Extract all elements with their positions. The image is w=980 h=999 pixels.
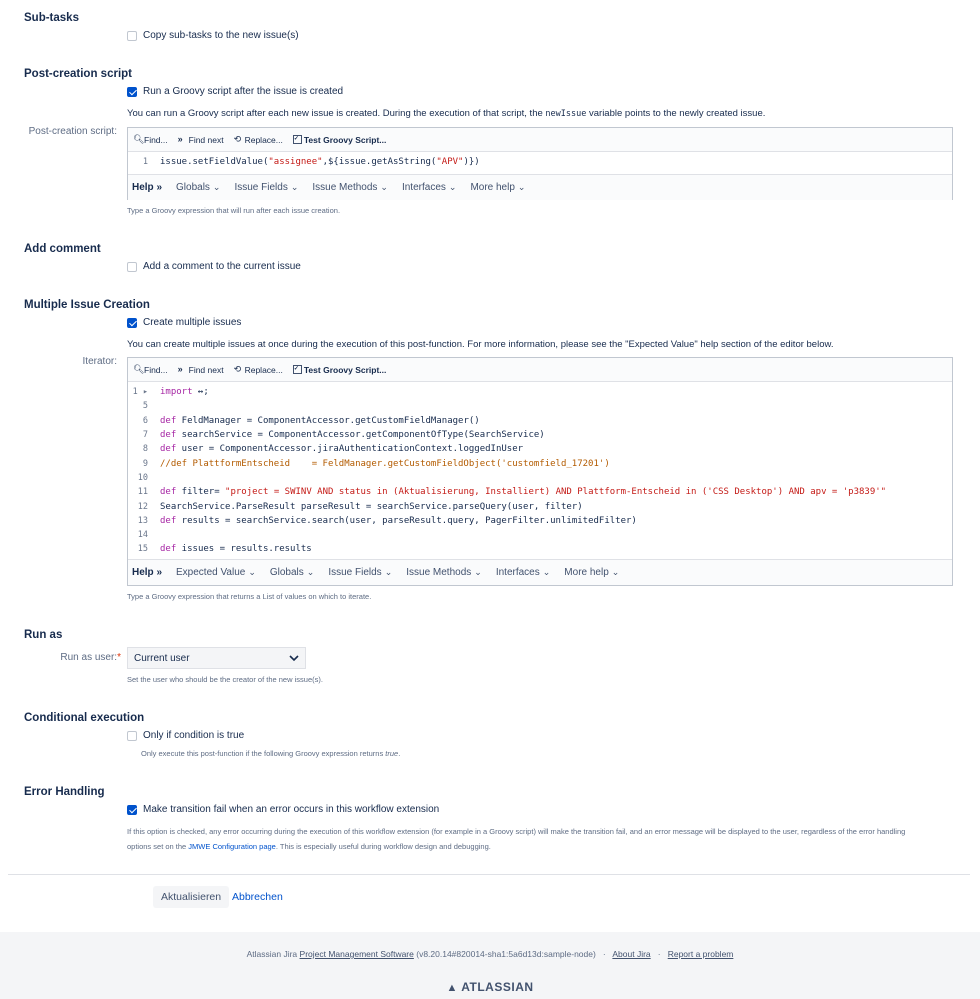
copy-subtasks-label: Copy sub-tasks to the new issue(s) [143, 30, 299, 41]
code-token: FeldManager = ComponentAccessor.getCustomFieldManager() [176, 415, 480, 426]
add-comment-checkbox[interactable] [127, 262, 137, 272]
line-number: 5 [142, 401, 148, 412]
line-number: 1 ▸ [132, 387, 148, 398]
error-fail-option[interactable] [127, 804, 439, 815]
chevron-down-icon: ⌄ [306, 567, 315, 577]
code-token: "APV" [436, 157, 464, 168]
double-chevron-icon: » [153, 182, 163, 193]
code-token: filter= [176, 487, 226, 498]
help-menu-globals[interactable]: Globals ⌄ [176, 182, 221, 193]
line-number: 9 [142, 458, 148, 469]
code-text [160, 444, 523, 454]
code-token: def [160, 415, 177, 426]
code-text [160, 516, 637, 526]
help-menu-issue-methods[interactable]: Issue Methods ⌄ [312, 182, 388, 193]
replace-button[interactable]: ⟲ Replace... [233, 134, 283, 145]
run-groovy-checkbox[interactable] [127, 87, 137, 97]
help-menu-issue-fields[interactable]: Issue Fields ⌄ [234, 182, 299, 193]
newissue-code: newIssue [545, 109, 587, 119]
code-text [160, 487, 886, 497]
code-token: "assignee" [268, 157, 323, 168]
create-multiple-option[interactable] [127, 317, 241, 328]
code-token: searchService = ComponentAccessor.getComponentOfType(SearchService) [176, 430, 545, 441]
help-menu-interfaces[interactable]: Interfaces ⌄ [401, 182, 457, 193]
line-number: 15 [137, 544, 148, 555]
post-creation-hint: Type a Groovy expression that will run after each issue creation. [127, 206, 341, 215]
chevron-down-icon: ⌄ [212, 182, 221, 192]
help-menu-interfaces[interactable]: Interfaces ⌄ [495, 567, 551, 578]
code-line [128, 514, 952, 528]
run-as-hint: Set the user who should be the creator of the new issue(s). [127, 675, 323, 684]
chevron-down-icon: ⌄ [542, 567, 551, 577]
code-token: def [160, 487, 177, 498]
code-token: issue.setFieldValue( [160, 157, 269, 168]
code-token: def [160, 444, 177, 455]
section-heading-post-creation: Post-creation script [24, 68, 132, 80]
chevron-down-icon: ⌄ [290, 182, 299, 192]
run-as-selected-value: Current user [134, 652, 190, 664]
code-token: def [160, 544, 177, 555]
code-token: ,${issue.getAsString( [322, 157, 437, 168]
chevron-down-icon: ⌄ [517, 182, 526, 192]
conditional-hint: Only execute this post-function if the following Groovy expression returns true. [141, 749, 401, 758]
section-heading-error-handling: Error Handling [24, 786, 105, 798]
code-text [160, 544, 312, 554]
chevron-down-icon: ⌄ [384, 567, 393, 577]
code-token: SearchService.ParseResult parseResult = searchService.parseQuery(user, filter) [160, 501, 583, 512]
search-icon: 🔍︎ [133, 134, 145, 144]
help-bar [128, 559, 952, 585]
add-comment-option[interactable] [127, 261, 301, 272]
cancel-link[interactable]: Abbrechen [232, 891, 283, 903]
line-number: 11 [137, 487, 148, 498]
code-area[interactable] [128, 152, 952, 174]
conditional-option[interactable] [127, 730, 244, 741]
code-area[interactable] [128, 382, 952, 559]
run-groovy-option[interactable] [127, 86, 343, 97]
iterator-field-label: Iterator: [82, 356, 117, 367]
run-as-user-select[interactable] [127, 647, 306, 669]
code-token: ↔; [192, 387, 209, 398]
double-chevron-icon: » [177, 134, 183, 144]
help-menu-issue-methods[interactable]: Issue Methods ⌄ [406, 567, 482, 578]
create-multiple-label: Create multiple issues [143, 317, 242, 328]
code-line [128, 485, 952, 499]
double-chevron-icon: » [177, 364, 183, 374]
create-multiple-checkbox[interactable] [127, 318, 137, 328]
iterator-editor[interactable] [127, 357, 953, 586]
code-line [128, 442, 952, 456]
chevron-down-icon: ⌄ [474, 567, 482, 577]
chevron-down-icon: ⌄ [448, 182, 457, 192]
code-text [160, 387, 209, 397]
error-fail-checkbox[interactable] [127, 805, 137, 815]
code-text [160, 157, 480, 167]
desc-text: You can run a Groovy script after each new issue is created. During the execution of that script, the [127, 108, 546, 119]
editor-toolbar [128, 358, 952, 382]
line-number: 10 [137, 472, 148, 483]
about-jira-link[interactable]: About Jira [612, 949, 651, 959]
multiple-description: You can create multiple issues at once during the execution of this post-function. For more information, please see the "Expected Value" help section of the editor below. [127, 339, 834, 350]
help-menu-expected-value[interactable]: Expected Value ⌄ [176, 567, 256, 578]
code-line [128, 414, 952, 428]
help-label[interactable]: Help » [132, 567, 163, 578]
test-groovy-button[interactable]: ✓ Test Groovy Script... [293, 134, 387, 145]
page-footer [0, 932, 980, 999]
help-menu-issue-fields[interactable]: Issue Fields ⌄ [328, 567, 393, 578]
search-icon: 🔍︎ [133, 364, 145, 374]
run-as-field-label: Run as user:* [60, 652, 121, 663]
code-text [160, 502, 583, 512]
test-script-icon: ✓ [293, 135, 302, 144]
post-creation-editor[interactable] [127, 127, 953, 200]
desc-text-end: variable points to the newly created issue. [586, 108, 766, 119]
form-divider [8, 874, 970, 875]
code-line [128, 456, 952, 470]
code-token: )}) [463, 157, 480, 168]
post-creation-field-label: Post-creation script: [28, 126, 117, 137]
line-number: 6 [142, 415, 148, 426]
project-management-link[interactable]: Project Management Software [299, 949, 414, 959]
update-button[interactable]: Aktualisieren [153, 886, 229, 908]
section-heading-conditional: Conditional execution [24, 712, 145, 724]
section-heading-add-comment: Add comment [24, 243, 101, 255]
code-token: def [160, 515, 177, 526]
double-chevron-icon: » [153, 567, 163, 578]
chevron-down-icon [289, 655, 299, 662]
help-menu-globals[interactable]: Globals ⌄ [269, 567, 315, 578]
code-token: results = searchService.search(user, parseResult.query, PagerFilter.unlimitedFilter) [176, 515, 637, 526]
replace-button[interactable]: ⟲ Replace... [233, 364, 283, 375]
code-token: issues = results.results [176, 544, 312, 555]
help-menu-more-help[interactable]: More help ⌄ [470, 182, 526, 193]
line-number: 1 [142, 157, 148, 168]
copy-subtasks-option[interactable] [127, 30, 299, 41]
iterator-hint: Type a Groovy expression that returns a List of values on which to iterate. [127, 592, 372, 601]
report-problem-link[interactable]: Report a problem [667, 949, 734, 959]
add-comment-label: Add a comment to the current issue [143, 261, 301, 272]
code-token: import [160, 387, 193, 398]
code-line [128, 428, 952, 442]
line-number: 13 [137, 515, 148, 526]
jmwe-config-link[interactable]: JMWE Configuration page [188, 842, 276, 851]
code-text [160, 430, 545, 440]
chevron-down-icon: ⌄ [248, 567, 256, 577]
code-text [160, 416, 480, 426]
section-heading-multiple: Multiple Issue Creation [24, 299, 150, 311]
help-bar [128, 174, 952, 200]
line-number: 8 [142, 444, 148, 455]
footer-text: Atlassian Jira Project Management Software (v8.20.14#820014-sha1:5a6d13d:sample-node) · About Jira · Report a problem [246, 949, 734, 959]
atlassian-triangle-icon: ▲ [446, 982, 458, 994]
chevron-down-icon: ⌄ [380, 182, 388, 192]
chevron-down-icon: ⌄ [611, 567, 620, 577]
test-script-icon: ✓ [293, 365, 302, 374]
find-button[interactable]: 🔍︎ Find... [133, 364, 168, 375]
atlassian-logo: ▲ ATLASSIAN [446, 980, 534, 994]
code-line [128, 528, 952, 542]
line-number: 14 [137, 530, 148, 541]
code-line [128, 542, 952, 556]
error-hint: If this option is checked, any error occurring during the execution of this workflow extension (for example in a Groovy script) will make the transition fail, and an error message will be displayed to the user, regardless of the error handling options set on the JMWE Configuration page. This is especially useful during workflow design and debugging. [127, 827, 906, 851]
conditional-label: Only if condition is true [143, 730, 245, 741]
code-text [160, 459, 610, 469]
editor-toolbar [128, 128, 952, 152]
line-number: 12 [137, 501, 148, 512]
help-menu-more-help[interactable]: More help ⌄ [564, 567, 620, 578]
find-button[interactable]: 🔍︎ Find... [133, 134, 168, 145]
line-number: 7 [142, 430, 148, 441]
code-token: //def PlattformEntscheid = FeldManager.getCustomFieldObject('customfield_17201') [160, 458, 610, 469]
code-line [128, 499, 952, 513]
section-heading-subtasks: Sub-tasks [24, 12, 79, 24]
find-next-button[interactable]: » Find next [177, 134, 224, 145]
required-mark: * [117, 652, 121, 663]
test-groovy-button[interactable]: ✓ Test Groovy Script... [293, 364, 387, 375]
code-line [128, 155, 952, 169]
error-fail-label: Make transition fail when an error occurs in this workflow extension [143, 804, 440, 815]
find-next-button[interactable]: » Find next [177, 364, 224, 375]
code-token: def [160, 430, 177, 441]
run-groovy-label: Run a Groovy script after the issue is created [143, 86, 344, 97]
copy-subtasks-checkbox[interactable] [127, 31, 137, 41]
section-heading-run-as: Run as [24, 629, 63, 641]
code-token: "project = SWINV AND status in (Aktualisierung, Installiert) AND Plattform-Entscheid in ('CSS Desktop') AND apv = 'p3839'" [225, 487, 887, 498]
replace-icon: ⟲ [233, 134, 242, 144]
post-creation-description [127, 108, 765, 119]
code-line [128, 471, 952, 485]
code-line [128, 385, 952, 399]
help-label[interactable]: Help » [132, 182, 163, 193]
conditional-checkbox[interactable] [127, 731, 137, 741]
code-token: user = ComponentAccessor.jiraAuthenticationContext.loggedInUser [176, 444, 524, 455]
code-line [128, 399, 952, 413]
replace-icon: ⟲ [233, 364, 242, 374]
